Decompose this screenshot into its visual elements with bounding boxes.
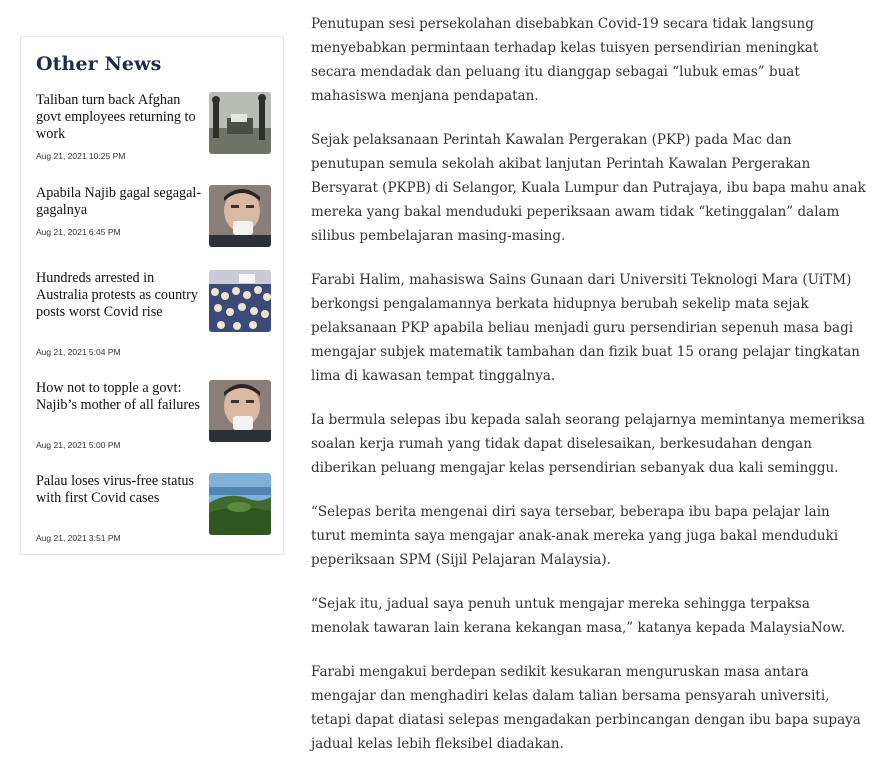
news-item-date: Aug 21, 2021 5:00 PM	[36, 440, 121, 450]
news-item-date: Aug 21, 2021 5:04 PM	[36, 347, 121, 357]
article-paragraph: Farabi Halim, mahasiswa Sains Gunaan dari Universiti Teknologi Mara (UiTM) berkongsi pengalamannya berkata hidupnya berubah sekelip mata sejak pelaksanaan PKP apabila beliau menjadi guru persendirian sepenuh masa bagi mengajar subjek matematik tambahan dan fizik buat 15 orang pelajar tingkatan lima di kawasan tempat tinggalnya.	[311, 272, 860, 384]
news-item-date: Aug 21, 2021 3:51 PM	[36, 533, 121, 543]
najib-photo[interactable]	[209, 185, 271, 247]
news-item-title[interactable]: Taliban turn back Afghan govt employees returning to work	[36, 92, 196, 142]
article-paragraph: Sejak pelaksanaan Perintah Kawalan Pergerakan (PKP) pada Mac dan penutupan semula sekolah akibat lanjutan Perintah Kawalan Pergerakan Bersyarat (PKPB) di Selangor, Kuala Lumpur dan Putrajaya, ibu bapa mahu anak mereka yang bakal menduduki peperiksaan awam tidak “ketinggalan” dalam silibus pembelajaran masing-masing.	[311, 132, 866, 244]
article-paragraph: “Sejak itu, jadual saya penuh untuk mengajar mereka sehingga terpaksa menolak tawaran lain kerana kekangan masa,” katanya kepada MalaysiaNow.	[311, 596, 846, 636]
news-item-title[interactable]: Palau loses virus-free status with first Covid cases	[36, 473, 194, 506]
other-news-heading: Other News	[36, 53, 162, 75]
najib-photo[interactable]	[209, 380, 271, 442]
news-item-title[interactable]: Hundreds arrested in Australia protests as country posts worst Covid rise	[36, 270, 198, 320]
news-item-title[interactable]: Apabila Najib gagal segagal-gagalnya	[36, 185, 202, 218]
other-news-sidebar	[20, 36, 284, 555]
article-paragraph: Penutupan sesi persekolahan disebabkan Covid-19 secara tidak langsung menyebabkan permintaan terhadap kelas tuisyen persendirian meningkat secara mendadak dan peluang itu dianggap sebagai “lubuk emas” buat mahasiswa menjana pendapatan.	[311, 16, 819, 104]
news-item-title[interactable]: How not to topple a govt: Najib’s mother of all failures	[36, 380, 200, 413]
palau-island-photo[interactable]	[209, 473, 271, 535]
taliban-photo[interactable]	[209, 92, 271, 154]
article-paragraph: “Selepas berita mengenai diri saya tersebar, beberapa ibu bapa pelajar lain turut meminta saya mengajar anak-anak mereka yang juga bakal menduduki peperiksaan SPM (Sijil Pelajaran Malaysia).	[311, 504, 839, 568]
article-body	[311, 12, 867, 776]
protest-crowd-photo[interactable]	[209, 270, 271, 332]
news-item-date: Aug 21, 2021 10:25 PM	[36, 151, 126, 161]
article-paragraph: Farabi mengakui berdepan sedikit kesukaran menguruskan masa antara mengajar dan menghadiri kelas dalam talian bersama pensyarah universiti, tetapi dapat diatasi selepas mengadakan perbincangan dengan ibu bapa supaya jadual kelas lebih fleksibel diadakan.	[311, 664, 861, 752]
article-paragraph: Ia bermula selepas ibu kepada salah seorang pelajarnya memintanya memeriksa soalan kerja rumah yang tidak dapat diselesaikan, berkesudahan dengan diberikan peluang mengajar kelas persendirian sebanyak dua kali seminggu.	[311, 412, 865, 476]
news-item-date: Aug 21, 2021 6:45 PM	[36, 227, 121, 237]
